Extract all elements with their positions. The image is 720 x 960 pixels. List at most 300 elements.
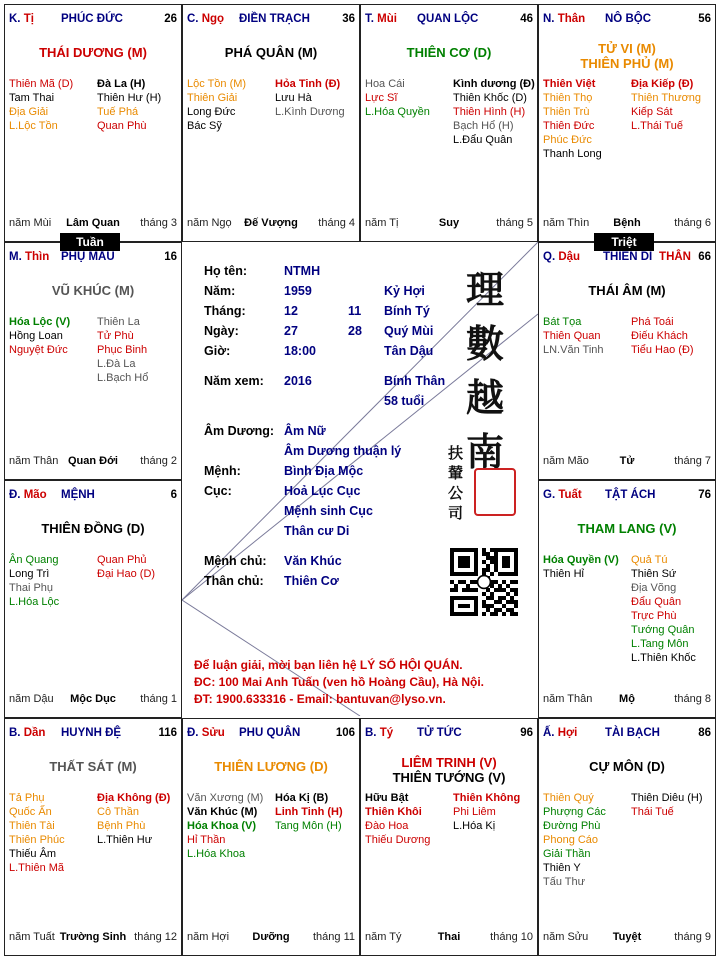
minor-star: Hỏa Tinh (Đ) bbox=[275, 78, 341, 90]
palace-age: 46 bbox=[520, 13, 533, 25]
palace-month: tháng 5 bbox=[496, 217, 533, 229]
palace-branch-name: Thân bbox=[557, 13, 586, 25]
minor-star: Thiên Thọ bbox=[543, 92, 593, 104]
main-star: THIÊN ĐỒNG (D) bbox=[41, 521, 145, 536]
minor-stars-left bbox=[187, 791, 275, 861]
main-star: THAM LANG (V) bbox=[577, 521, 677, 536]
minor-star: Thiên Hình (H) bbox=[453, 106, 526, 118]
minor-star: Thiên Phúc bbox=[9, 834, 65, 846]
palace-branch-name: Thìn bbox=[24, 251, 50, 263]
palace-age: 66 bbox=[698, 251, 711, 263]
seal-char: 司 bbox=[448, 504, 464, 522]
minor-stars-right bbox=[275, 791, 359, 833]
contact-footer-1: Để luận giải, mời bạn liên hệ LÝ SỐ HỘI QUÁN. bbox=[194, 658, 463, 672]
seal-char: 輦 bbox=[448, 464, 464, 482]
palace-branch-stem: C. bbox=[187, 13, 199, 25]
value-ngay: 27 bbox=[284, 324, 298, 338]
minor-star: Đại Hao (D) bbox=[97, 568, 156, 580]
minor-star: Thiên Đức bbox=[543, 120, 595, 132]
palace-branch bbox=[9, 489, 47, 501]
palace-footer bbox=[9, 217, 177, 231]
palace-header bbox=[9, 251, 177, 267]
palace-branch bbox=[543, 13, 585, 25]
main-star: THIÊN PHỦ (M) bbox=[580, 56, 674, 71]
palace-hoi[interactable] bbox=[538, 718, 716, 956]
palace-branch bbox=[9, 727, 45, 739]
palace-mao[interactable] bbox=[4, 480, 182, 718]
palace-header bbox=[9, 13, 177, 29]
label-gio: Giờ: bbox=[204, 344, 231, 358]
minor-stars-left bbox=[543, 553, 631, 581]
palace-month: tháng 8 bbox=[674, 693, 711, 705]
minor-star: Thiên Mã (D) bbox=[9, 78, 74, 90]
minor-star: Văn Xương (M) bbox=[187, 792, 264, 804]
value-than-chu: Thiên Cơ bbox=[284, 574, 339, 588]
palace-header bbox=[187, 727, 355, 743]
minor-star: Thiên Sứ bbox=[631, 568, 677, 580]
minor-star: Thiên Quý bbox=[543, 792, 594, 804]
palace-branch-stem: M. bbox=[9, 251, 22, 263]
minor-star: Bác Sỹ bbox=[187, 120, 222, 132]
seal-char: 公 bbox=[448, 484, 464, 502]
value-thang-can-chi: Bính Tý bbox=[384, 304, 430, 318]
minor-star: Hóa Quyền (V) bbox=[543, 554, 619, 566]
palace-footer bbox=[543, 217, 711, 231]
palace-stage: Tuyệt bbox=[612, 931, 642, 943]
palace-branch bbox=[187, 727, 225, 739]
minor-star: Phúc Đức bbox=[543, 134, 592, 146]
palace-footer bbox=[365, 217, 533, 231]
palace-branch bbox=[543, 727, 577, 739]
palace-header bbox=[187, 13, 355, 29]
minor-star: Địa Không (Đ) bbox=[97, 792, 171, 804]
palace-branch-stem: G. bbox=[543, 489, 556, 501]
palace-branch-name: Tý bbox=[379, 727, 394, 739]
palace-dau[interactable] bbox=[538, 242, 716, 480]
minor-star: Quả Tú bbox=[631, 554, 668, 566]
minor-star: Tử Phù bbox=[97, 330, 134, 342]
palace-header bbox=[9, 489, 177, 505]
minor-stars-left bbox=[9, 77, 97, 133]
palace-year: năm Thân bbox=[9, 455, 59, 467]
palace-footer bbox=[365, 931, 533, 945]
palace-header bbox=[543, 489, 711, 505]
palace-stage: Suy bbox=[438, 217, 460, 229]
palace-footer bbox=[9, 693, 177, 707]
main-star: CỰ MÔN (D) bbox=[589, 759, 665, 774]
minor-stars-right bbox=[97, 77, 181, 133]
minor-star: L.Bạch Hổ bbox=[97, 372, 149, 384]
palace-name: TẬT ÁCH bbox=[605, 489, 656, 501]
minor-star: L.Thiên Khốc bbox=[631, 652, 696, 664]
minor-star: Tả Phụ bbox=[9, 792, 45, 804]
minor-star: Hoa Cái bbox=[365, 78, 405, 90]
minor-star: L.Đà La bbox=[97, 358, 136, 370]
palace-age: 106 bbox=[335, 727, 355, 739]
minor-star: Thiên Trù bbox=[543, 106, 590, 118]
value-nam-can-chi: Kỷ Hợi bbox=[384, 284, 425, 298]
minor-star: Hồng Loan bbox=[9, 330, 63, 342]
minor-stars-left bbox=[543, 77, 631, 161]
palace-branch-stem: Ấ. bbox=[543, 727, 555, 739]
minor-stars-left bbox=[9, 553, 97, 609]
minor-stars-right bbox=[97, 315, 181, 385]
palace-name: NÔ BỘC bbox=[605, 13, 651, 25]
palace-age: 96 bbox=[520, 727, 533, 739]
main-star: THIÊN CƠ (D) bbox=[406, 45, 492, 60]
palace-footer bbox=[543, 931, 711, 945]
value-menh-chu: Văn Khúc bbox=[284, 554, 342, 568]
label-ngay: Ngày: bbox=[204, 324, 239, 338]
calligraphy-char: 越 bbox=[466, 375, 505, 420]
palace-age: 36 bbox=[342, 13, 355, 25]
minor-star: L.Đẩu Quân bbox=[453, 134, 513, 146]
palace-branch bbox=[9, 251, 49, 263]
palace-stage: Quan Đới bbox=[68, 455, 118, 467]
value-gio: 18:00 bbox=[284, 344, 316, 358]
minor-stars-left bbox=[365, 77, 453, 119]
palace-branch bbox=[543, 489, 582, 501]
minor-star: Thiên Khốc (D) bbox=[453, 92, 527, 104]
label-ho-ten: Họ tên: bbox=[204, 264, 248, 278]
value-thang-am: 11 bbox=[348, 304, 362, 318]
palace-branch-name: Tuất bbox=[558, 489, 582, 501]
palace-footer bbox=[187, 931, 355, 945]
main-star: THÁI DƯƠNG (M) bbox=[39, 45, 147, 60]
palace-branch-name: Dần bbox=[23, 727, 46, 739]
palace-branch-stem: K. bbox=[9, 13, 21, 25]
label-nam: Năm: bbox=[204, 284, 236, 298]
seal-char: 扶 bbox=[448, 444, 464, 462]
triet-marker: Triệt bbox=[594, 233, 654, 251]
palace-header bbox=[365, 727, 533, 743]
minor-star: Thiên Tài bbox=[9, 820, 55, 832]
minor-star: Địa Giải bbox=[9, 106, 49, 118]
palace-branch-name: Mão bbox=[23, 489, 47, 501]
palace-name: THIÊN DI bbox=[603, 251, 653, 263]
minor-star: Nguyệt Đức bbox=[9, 344, 68, 356]
value-nam: 1959 bbox=[284, 284, 312, 298]
palace-tuat[interactable] bbox=[538, 480, 716, 718]
minor-star: Thiên Diêu (H) bbox=[631, 792, 703, 804]
minor-star: Thiên Quan bbox=[543, 330, 601, 342]
palace-name: QUAN LỘC bbox=[417, 13, 479, 25]
palace-header bbox=[365, 13, 533, 29]
label-menh: Mệnh: bbox=[204, 464, 241, 478]
palace-name: PHÚC ĐỨC bbox=[61, 13, 123, 25]
minor-stars-right bbox=[631, 791, 715, 819]
minor-star: L.Hóa Khoa bbox=[187, 848, 246, 860]
center-info-panel bbox=[182, 242, 538, 716]
minor-star: Hữu Bật bbox=[365, 792, 409, 804]
minor-star: Tướng Quân bbox=[631, 624, 695, 636]
palace-ngo[interactable] bbox=[182, 4, 360, 242]
value-nam-xem: 2016 bbox=[284, 374, 312, 388]
minor-star: Thiên Không bbox=[453, 792, 521, 804]
minor-star: Phượng Các bbox=[543, 806, 606, 818]
label-am-duong: Âm Dương: bbox=[204, 424, 275, 438]
palace-suu[interactable] bbox=[182, 718, 360, 956]
minor-star: L.Lộc Tồn bbox=[9, 120, 58, 132]
main-star: TỬ VI (M) bbox=[598, 41, 656, 56]
value-ho-ten: NTMH bbox=[284, 264, 321, 278]
palace-branch-stem: N. bbox=[543, 13, 555, 25]
palace-month: tháng 7 bbox=[674, 455, 711, 467]
palace-branch-stem: Đ. bbox=[187, 727, 199, 739]
palace-age: 16 bbox=[164, 251, 177, 263]
label-nam-xem: Năm xem: bbox=[204, 374, 264, 388]
main-star: PHÁ QUÂN (M) bbox=[224, 45, 318, 60]
value-cuc-3: Thân cư Di bbox=[284, 524, 350, 538]
palace-age: 76 bbox=[698, 489, 711, 501]
minor-star: Thiên Hư (H) bbox=[97, 92, 162, 104]
value-cuc-2: Mệnh sinh Cục bbox=[284, 504, 373, 518]
minor-stars-left bbox=[543, 315, 631, 357]
minor-star: Thiên Thương bbox=[631, 92, 702, 104]
palace-stage: Mộc Dục bbox=[70, 693, 116, 705]
palace-name: TÀI BẠCH bbox=[605, 727, 660, 739]
minor-star: L.Thiên Hư bbox=[97, 834, 153, 846]
minor-star: L.Hóa Quyền bbox=[365, 106, 430, 118]
minor-star: Bệnh Phù bbox=[97, 820, 146, 832]
palace-name: HUYNH ĐỆ bbox=[61, 727, 122, 739]
minor-star: L.Kình Dương bbox=[275, 106, 345, 118]
minor-star: Cô Thần bbox=[97, 806, 139, 818]
value-thang: 12 bbox=[284, 304, 298, 318]
minor-star: Kiếp Sát bbox=[631, 106, 673, 118]
palace-age: 56 bbox=[698, 13, 711, 25]
palace-name: MỆNH bbox=[61, 489, 95, 501]
minor-star: Bạch Hổ (H) bbox=[453, 120, 514, 132]
minor-star: Văn Khúc (M) bbox=[187, 806, 258, 818]
minor-stars-right bbox=[453, 791, 537, 833]
minor-star: Hóa Lộc (V) bbox=[9, 316, 71, 328]
palace-branch-name: Tị bbox=[23, 13, 34, 25]
minor-stars-right bbox=[453, 77, 537, 147]
minor-star: Phá Toái bbox=[631, 316, 674, 328]
minor-star: Tiểu Hao (Đ) bbox=[631, 344, 694, 356]
minor-star: Lực Sĩ bbox=[365, 92, 398, 104]
main-star: THÁI ÂM (M) bbox=[588, 283, 666, 298]
calligraphy-char: 理 bbox=[466, 267, 505, 312]
minor-star: Bát Tọa bbox=[543, 316, 582, 328]
value-menh: Bình Địa Mộc bbox=[284, 464, 364, 478]
minor-star: Hóa Kị (B) bbox=[275, 792, 329, 804]
minor-stars-left bbox=[187, 77, 275, 133]
minor-star: Thiếu Dương bbox=[365, 834, 431, 846]
calligraphy-char: 南 bbox=[466, 429, 505, 474]
palace-year: năm Tuất bbox=[9, 931, 55, 943]
minor-star: Thiếu Âm bbox=[9, 848, 57, 860]
palace-stage: Dưỡng bbox=[252, 931, 290, 943]
contact-footer-3: ĐT: 1900.633316 - Email: bantuvan@lyso.vn. bbox=[194, 692, 446, 706]
tuan-marker: Tuần bbox=[60, 233, 120, 251]
minor-stars-left bbox=[9, 791, 97, 875]
palace-month: tháng 1 bbox=[140, 693, 177, 705]
palace-header bbox=[543, 251, 711, 267]
palace-year: năm Mùi bbox=[9, 217, 52, 229]
palace-month: tháng 10 bbox=[490, 931, 533, 943]
label-than-chu: Thân chủ: bbox=[204, 574, 264, 588]
palace-branch-name: Hợi bbox=[557, 727, 578, 739]
palace-footer bbox=[543, 455, 711, 469]
value-ngay-can-chi: Quý Mùi bbox=[384, 324, 434, 338]
minor-stars-right bbox=[631, 315, 715, 357]
palace-branch-name: Sửu bbox=[201, 727, 225, 739]
main-star: THIÊN LƯƠNG (D) bbox=[214, 759, 328, 774]
minor-star: Trực Phù bbox=[631, 610, 677, 622]
palace-branch bbox=[365, 13, 397, 25]
calligraphy-char: 數 bbox=[466, 321, 505, 366]
minor-star: Quan Phù bbox=[97, 120, 147, 132]
palace-year: năm Thìn bbox=[543, 217, 590, 229]
minor-star: Thanh Long bbox=[543, 148, 602, 160]
minor-star: Hóa Khoa (V) bbox=[187, 820, 257, 832]
palace-month: tháng 11 bbox=[312, 931, 355, 943]
value-cuc: Hoả Lục Cục bbox=[284, 484, 361, 498]
palace-branch-stem: B. bbox=[9, 727, 21, 739]
minor-star: Điếu Khách bbox=[631, 330, 688, 342]
minor-star: Thiên Việt bbox=[543, 78, 596, 90]
minor-star: L.Hóa Lộc bbox=[9, 596, 60, 608]
label-cuc: Cục: bbox=[204, 484, 232, 498]
palace-branch-stem: T. bbox=[365, 13, 374, 25]
palace-stage: Mộ bbox=[619, 693, 635, 705]
minor-star: Tấu Thư bbox=[543, 876, 586, 888]
palace-age: 116 bbox=[158, 727, 177, 739]
minor-star: Đào Hoa bbox=[365, 820, 409, 832]
palace-stage: Bệnh bbox=[613, 217, 641, 229]
palace-footer bbox=[187, 217, 355, 231]
minor-stars-left bbox=[9, 315, 97, 357]
value-am-duong: Âm Nữ bbox=[284, 424, 326, 438]
palace-month: tháng 3 bbox=[140, 217, 177, 229]
main-star: THẤT SÁT (M) bbox=[49, 759, 137, 774]
palace-month: tháng 4 bbox=[318, 217, 355, 229]
palace-branch-name: Ngọ bbox=[201, 13, 225, 25]
minor-stars-right bbox=[275, 77, 359, 119]
minor-stars-right bbox=[97, 553, 181, 581]
palace-age: 6 bbox=[170, 489, 177, 501]
palace-month: tháng 9 bbox=[674, 931, 711, 943]
minor-star: L.Thái Tuế bbox=[631, 120, 683, 132]
minor-star: Phi Liêm bbox=[453, 806, 496, 818]
palace-name: PHỤ MẪU bbox=[61, 251, 115, 263]
palace-footer bbox=[9, 455, 177, 469]
palace-ti[interactable] bbox=[4, 4, 182, 242]
red-seal-icon bbox=[474, 468, 516, 516]
palace-stage: Lâm Quan bbox=[66, 217, 120, 229]
than-marker: THÂN bbox=[659, 251, 691, 263]
palace-branch-name: Mùi bbox=[377, 13, 397, 25]
palace-than[interactable] bbox=[538, 4, 716, 242]
minor-star: Tam Thai bbox=[9, 92, 55, 104]
palace-branch bbox=[365, 727, 393, 739]
minor-star: Đà La (H) bbox=[97, 78, 146, 90]
value-nam-xem-can-chi: Bính Thân bbox=[384, 374, 446, 388]
minor-star: Địa Võng bbox=[631, 582, 677, 594]
palace-branch-stem: Đ. bbox=[9, 489, 21, 501]
palace-name: ĐIỀN TRẠCH bbox=[239, 13, 310, 25]
palace-stage: Đế Vượng bbox=[244, 217, 298, 229]
palace-stage: Trường Sinh bbox=[59, 931, 127, 943]
minor-star: Thiên Hỉ bbox=[543, 568, 584, 580]
palace-footer bbox=[9, 931, 177, 945]
minor-star: L.Tang Môn bbox=[631, 638, 689, 650]
palace-footer bbox=[543, 693, 711, 707]
minor-star: Long Đức bbox=[187, 106, 236, 118]
palace-month: tháng 6 bbox=[674, 217, 711, 229]
palace-branch-stem: Q. bbox=[543, 251, 556, 263]
minor-star: Thái Tuế bbox=[631, 806, 674, 818]
palace-stage: Thai bbox=[437, 931, 461, 943]
minor-stars-left bbox=[543, 791, 631, 889]
minor-star: Quốc Ấn bbox=[9, 806, 52, 818]
palace-thin[interactable] bbox=[4, 242, 182, 480]
minor-star: Đường Phù bbox=[543, 820, 601, 832]
palace-month: tháng 2 bbox=[140, 455, 177, 467]
minor-star: Đẩu Quân bbox=[631, 596, 682, 608]
palace-branch-name: Dậu bbox=[558, 251, 581, 263]
palace-year: năm Mão bbox=[543, 455, 589, 467]
minor-star: Tang Môn (H) bbox=[275, 820, 342, 832]
minor-stars-right bbox=[631, 77, 715, 133]
minor-star: LN.Văn Tinh bbox=[543, 344, 604, 356]
minor-stars-right bbox=[97, 791, 181, 847]
value-am-duong-2: Âm Dương thuận lý bbox=[284, 444, 402, 458]
minor-star: Thiên Khôi bbox=[365, 806, 422, 818]
palace-name: TỬ TỨC bbox=[417, 727, 462, 739]
palace-ty[interactable] bbox=[360, 718, 538, 956]
minor-star: Tuế Phá bbox=[97, 106, 139, 118]
palace-mui[interactable] bbox=[360, 4, 538, 242]
minor-star: Long Trì bbox=[9, 568, 50, 580]
palace-year: năm Tị bbox=[365, 217, 399, 229]
minor-star: Quan Phủ bbox=[97, 554, 147, 566]
palace-year: năm Tý bbox=[365, 931, 402, 943]
palace-name: PHU QUÂN bbox=[239, 727, 301, 739]
minor-star: Thiên Giải bbox=[187, 92, 238, 104]
minor-star: Thiên Y bbox=[543, 862, 581, 874]
palace-header bbox=[9, 727, 177, 743]
palace-year: năm Ngọ bbox=[187, 217, 232, 229]
minor-star: Kình dương (Đ) bbox=[453, 78, 535, 90]
palace-year: năm Sửu bbox=[543, 931, 589, 943]
main-star: THIÊN TƯỚNG (V) bbox=[392, 770, 506, 785]
palace-year: năm Thân bbox=[543, 693, 593, 705]
minor-star: Giải Thần bbox=[543, 848, 591, 860]
minor-star: Địa Kiếp (Đ) bbox=[631, 78, 694, 90]
palace-stage: Tử bbox=[619, 455, 635, 467]
minor-star: Ân Quang bbox=[9, 554, 59, 566]
minor-star: L.Hóa Kị bbox=[453, 820, 496, 832]
label-menh-chu: Mệnh chủ: bbox=[204, 554, 267, 568]
palace-branch bbox=[9, 13, 34, 25]
main-star: VŨ KHÚC (M) bbox=[51, 283, 135, 298]
palace-dan[interactable] bbox=[4, 718, 182, 956]
minor-stars-right bbox=[631, 553, 715, 665]
palace-header bbox=[543, 13, 711, 29]
contact-footer-2: ĐC: 100 Mai Anh Tuấn (ven hồ Hoàng Cầu), Hà Nội. bbox=[194, 675, 485, 689]
minor-star: Thiên La bbox=[97, 316, 140, 328]
minor-star: Lộc Tồn (M) bbox=[187, 78, 247, 90]
value-tuoi: 58 tuổi bbox=[384, 394, 425, 408]
minor-star: Phục Binh bbox=[97, 344, 148, 356]
label-thang: Tháng: bbox=[204, 304, 246, 318]
palace-age: 26 bbox=[164, 13, 177, 25]
palace-branch bbox=[543, 251, 580, 263]
minor-star: L.Thiên Mã bbox=[9, 862, 65, 874]
